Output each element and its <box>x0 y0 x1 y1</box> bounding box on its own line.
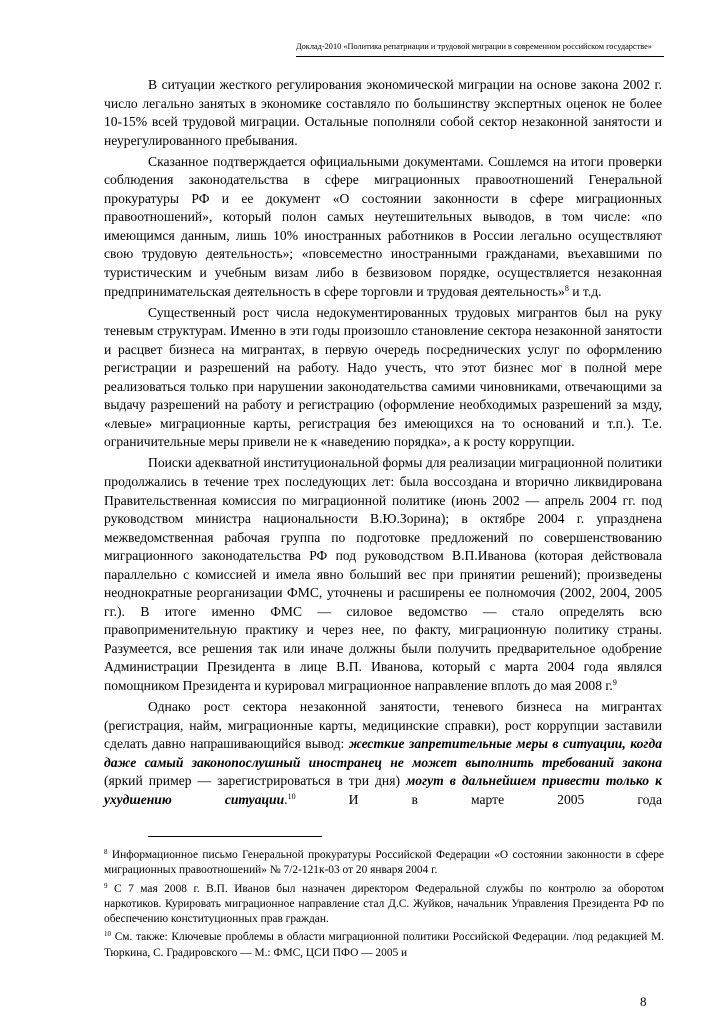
footnote-text: См. также: Ключевые проблемы в области миграционной политики Российской Федерации. /под редакцией М. Тюркина, С. Градировского — М.: ФМС, ЦСИ ПФО — 2005 и <box>104 931 664 959</box>
footnote-ref-9[interactable]: 9 <box>612 678 617 687</box>
footnote-text: Информационное письмо Генеральной прокуратуры Российской Федерации «О состоянии законности в сфере миграционных правоотношений» № 7/2-121к-03 от 20 января 2004 г. <box>104 849 664 877</box>
paragraph-4-text: Поиски адекватной институциональной формы для реализации миграционной политики продолжались в течение трех последующих лет: была воссоздана и вторично ликвидирована Правительственная комиссия по миграционной политике (июнь 2002 — апрель 2004 гг. под руководством министра национальности В.Ю.Зорина); в октябре 2004 г. упразднена межведомственная рабочая группа по подготовке предложений по совершенствованию миграционного законодательства РФ под руководством В.П.Иванова (которая действовала параллельно с комиссией и имела явно больший вес при принятии решений); произведены неоднократные реорганизации ФМС, уточнены и расширены ее полномочия (2002, 2004, 2005 гг.). В итоге именно ФМС — силовое ведомство — стало определять всю правоприменительную практику и через нее, по факту, миграционную политику страны. Разумеется, все решения так или иначе должны были получить предварительное одобрение Администрации Президента в лице В.П. Иванова, который с марта 2004 года являлся помощником Президента и курировал миграционное направление вплоть до мая 2008 г. <box>104 455 662 693</box>
running-header: Доклад-2010 «Политика репатриации и трудовой миграции в современном российском государстве» <box>296 42 652 51</box>
footnote-separator <box>148 836 322 837</box>
footnote-ref-8[interactable]: 8 <box>564 283 569 293</box>
paragraph-1: В ситуации жесткого регулирования экономической миграции на основе закона 2002 г. число легально занятых в экономике составляло по большинству экспертных оценок не более 10-15% всей трудовой миграции. Остальные пополняли собой сектор незаконной занятости и неурегулированного пребывания. <box>104 77 662 148</box>
page-number: 8 <box>640 994 647 1009</box>
footnote-9 <box>104 882 664 928</box>
paragraph-5 <box>104 698 662 809</box>
footnote-8 <box>104 848 664 879</box>
paragraph-5-period: . <box>284 791 288 807</box>
paragraph-2-text: Сказанное подтверждается официальными документами. Сошлемся на итоги проверки соблюдения законодательства в сфере миграционных правоотношений Генеральной прокуратуры РФ и ее документ «О состоянии законности в сфере миграционных правоотношений», который полон самых неутешительных выводов, в том числе: «по имеющимся данным, лишь 10% иностранных работников в России легально осуществляют свою трудовую деятельность»; «повсеместно иностранными гражданами, въехавшими по туристическим и учебным визам либо в безвизовом порядке, осуществляется незаконная предпринимательская деятельность в сфере торговли и трудовая деятельность» <box>104 153 662 299</box>
paragraph-3: Существенный рост числа недокументированных трудовых мигрантов был на руку теневым структурам. Именно в эти годы произошло становление сектора незаконной занятости и расцвет бизнеса на мигрантах, в первую очередь посреднических услуг по оформлению регистрации и разрешений на работу. Надо учесть, что этот бизнес мог в полной мере реализоваться только при нарушении законодательства самими чиновниками, отвечающими за выдачу разрешений на работу и регистрацию (оформление необходимых разрешений за мзду, «левые» миграционные карты, регистрация без имеющихся на то оснований и т.п.). Т.е. ограничительные меры привели не к «наведению порядка», а к росту коррупции. <box>104 304 662 450</box>
paragraph-5-text: Однако рост сектора незаконной занятости, теневого бизнеса на мигрантах (регистрация, найм, миграционные карты, медицинские справки), рост коррупции заставили сделать давно напрашивающийся вывод: <box>104 699 662 752</box>
paragraph-5-emphasis-2: могут в дальнейшем привести только к ухудшению ситуации <box>104 773 662 807</box>
footnote-number: 9 <box>104 881 108 890</box>
footnote-number: 10 <box>104 930 111 939</box>
paragraph-2 <box>104 153 662 301</box>
paragraph-5-emphasis-1: жесткие запретительные меры в ситуации, когда даже самый законопослушный иностранец не может выполнить требований закона <box>104 736 662 770</box>
footnote-text: С 7 мая 2008 г. В.П. Иванов был назначен директором Федеральной службы по контролю за оборотом наркотиков. Курировать миграционное направление стал Д.С. Жуйков, начальник Управления Президента РФ по обеспечению конституционных прав граждан. <box>104 882 664 926</box>
header-rule <box>296 56 664 57</box>
paragraph-5-tail: И в марте 2005 года <box>295 791 662 807</box>
paragraph-5-text-2: (яркий пример — зарегистрироваться в три дня) <box>104 773 406 789</box>
main-text <box>104 76 662 812</box>
footnote-ref-10[interactable]: 10 <box>287 791 296 801</box>
footnotes <box>104 848 664 964</box>
paragraph-2-tail: и т.д. <box>568 283 602 299</box>
paragraph-4 <box>104 454 662 695</box>
footnote-number: 8 <box>104 848 108 856</box>
footnote-10 <box>104 930 664 961</box>
